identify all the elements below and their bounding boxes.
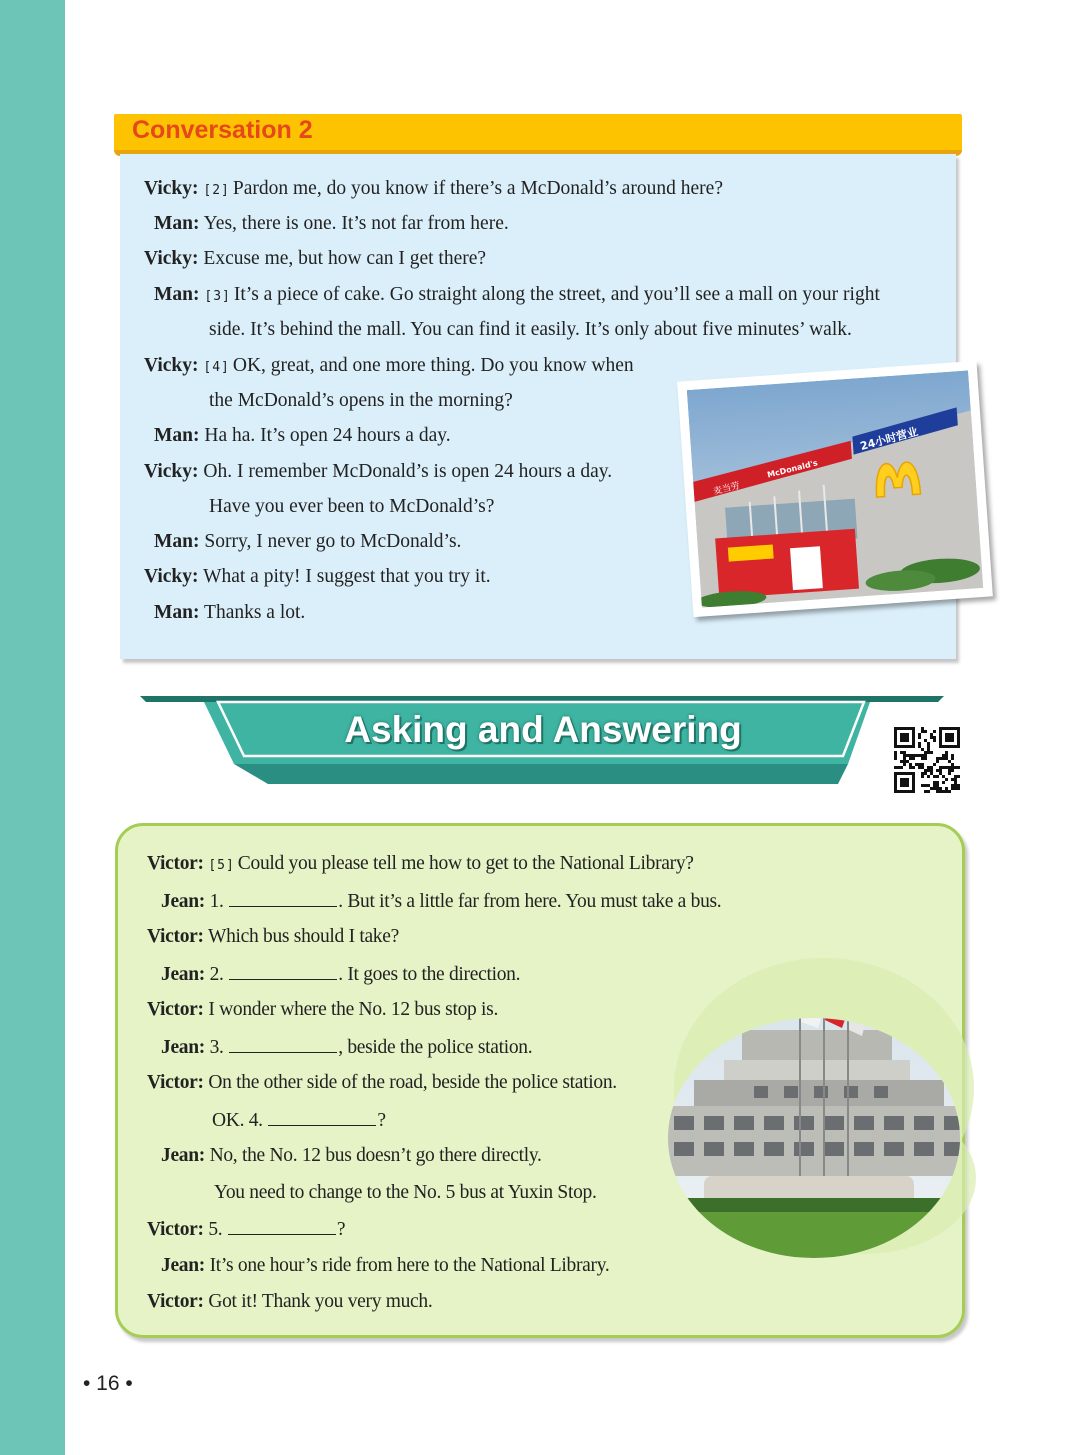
dialog-line — [212, 1109, 386, 1132]
line-text: I wonder where the No. 12 bus stop is. — [208, 999, 499, 1020]
line-text: Thanks a lot. — [204, 602, 306, 623]
speaker: Man: — [154, 425, 200, 446]
conversation-line — [144, 566, 491, 588]
speaker: Victor: — [147, 999, 204, 1020]
dialog-line — [161, 1255, 610, 1277]
line-text: You need to change to the No. 5 bus at Yuxin Stop. — [214, 1182, 597, 1203]
line-text: OK, great, and one more thing. Do you know when — [232, 355, 634, 376]
conversation-line — [154, 602, 305, 624]
speaker: Victor: — [147, 926, 204, 947]
dialog-line — [147, 1291, 432, 1313]
line-text: No, the No. 12 bus doesn’t go there directly. — [209, 1145, 542, 1166]
conversation-header — [114, 114, 962, 156]
conversation-line — [209, 496, 494, 518]
speaker: Jean: — [161, 964, 205, 985]
dialog-line — [147, 926, 399, 948]
dialog-line — [147, 1072, 617, 1094]
sign-cn-text: 麦当劳 — [712, 481, 742, 498]
speaker: Man: — [154, 602, 200, 623]
line-text: It’s one hour’s ride from here to the National Library. — [209, 1255, 610, 1276]
line-text: Got it! Thank you very much. — [208, 1291, 433, 1312]
sign-en-text: McDonald's — [766, 458, 819, 480]
page-number: • 16 • — [83, 1372, 133, 1395]
speaker: Victor: — [147, 853, 204, 874]
dialog-line — [161, 1145, 542, 1167]
dialog-line — [214, 1182, 597, 1204]
conversation-line — [209, 319, 852, 341]
line-text: ? — [377, 1110, 386, 1131]
line-number: [5] — [208, 858, 235, 873]
answer-blank[interactable] — [268, 1109, 376, 1126]
answer-blank[interactable] — [229, 1036, 337, 1053]
line-text: . But it’s a little far from here. You must take a bus. — [338, 891, 722, 912]
question-number: 2. — [209, 964, 224, 985]
conversation-line — [144, 355, 634, 377]
line-text: Yes, there is one. It’s not far from here. — [203, 213, 509, 234]
line-text: It’s a piece of cake. Go straight along the street, and you’ll see a mall on your right — [233, 284, 880, 305]
sign-24h-text: 24小时营业 — [858, 425, 920, 453]
conversation-line — [154, 284, 880, 306]
speaker: Man: — [154, 284, 200, 305]
speaker: Victor: — [147, 1291, 204, 1312]
mcdonalds-photo — [677, 361, 993, 617]
speaker: Jean: — [161, 1255, 205, 1276]
dialog-line — [147, 1218, 345, 1241]
conversation-line — [144, 461, 612, 483]
line-number: [4] — [203, 360, 230, 375]
answer-blank[interactable] — [229, 890, 337, 907]
line-number: [2] — [203, 183, 230, 198]
line-text: Which bus should I take? — [207, 926, 399, 947]
conversation-line — [154, 213, 509, 235]
line-text: Ha ha. It’s open 24 hours a day. — [204, 425, 451, 446]
speaker: Man: — [154, 213, 200, 234]
conversation-line — [144, 178, 723, 200]
conversation-line — [209, 390, 513, 412]
line-number: [3] — [204, 289, 231, 304]
line-text: What a pity! I suggest that you try it. — [203, 566, 491, 587]
question-number: 3. — [209, 1037, 224, 1058]
dialog-line — [147, 999, 498, 1021]
speaker: Vicky: — [144, 178, 199, 199]
side-color-band — [0, 0, 65, 1455]
section-title: Asking and Answering — [344, 709, 742, 750]
speaker: Vicky: — [144, 355, 199, 376]
speaker: Jean: — [161, 1145, 205, 1166]
section-banner — [138, 694, 950, 794]
speaker: Jean: — [161, 1037, 205, 1058]
line-text: the McDonald’s opens in the morning? — [209, 390, 513, 411]
dialog-line — [161, 890, 721, 913]
answer-blank[interactable] — [228, 1218, 336, 1235]
line-text: side. It’s behind the mall. You can find it easily. It’s only about five minutes’ walk. — [209, 319, 852, 340]
dialog-line — [147, 853, 694, 875]
line-text: Excuse me, but how can I get there? — [203, 248, 487, 269]
speaker: Vicky: — [144, 248, 199, 269]
line-text: Have you ever been to McDonald’s? — [209, 496, 495, 517]
conversation-line — [144, 248, 486, 270]
speaker: Vicky: — [144, 461, 199, 482]
line-text: ? — [336, 1219, 346, 1240]
conversation-line — [154, 425, 451, 447]
answer-blank[interactable] — [229, 963, 337, 980]
speaker: Vicky: — [144, 566, 199, 587]
question-number: 1. — [209, 891, 224, 912]
line-text: , beside the police station. — [338, 1037, 533, 1058]
dialog-line — [161, 1036, 532, 1059]
line-text: Oh. I remember McDonald’s is open 24 hours a day. — [203, 461, 613, 482]
dialog-line — [161, 963, 520, 986]
line-text: Could you please tell me how to get to the National Library? — [237, 853, 694, 874]
conversation-line — [154, 531, 461, 553]
speaker: Man: — [154, 531, 200, 552]
question-number: 5. — [208, 1219, 223, 1240]
line-text: Sorry, I never go to McDonald’s. — [204, 531, 462, 552]
speaker: Victor: — [147, 1072, 204, 1093]
line-text: . It goes to the direction. — [338, 964, 521, 985]
national-library-photo — [664, 958, 980, 1265]
question-number: OK. 4. — [212, 1110, 263, 1131]
speaker: Victor: — [147, 1219, 204, 1240]
line-text: On the other side of the road, beside the police station. — [208, 1072, 617, 1093]
line-text: Pardon me, do you know if there’s a McDonald’s around here? — [232, 178, 723, 199]
speaker: Jean: — [161, 891, 205, 912]
qr-code-image — [894, 727, 960, 798]
conversation-title: Conversation 2 — [132, 116, 313, 144]
